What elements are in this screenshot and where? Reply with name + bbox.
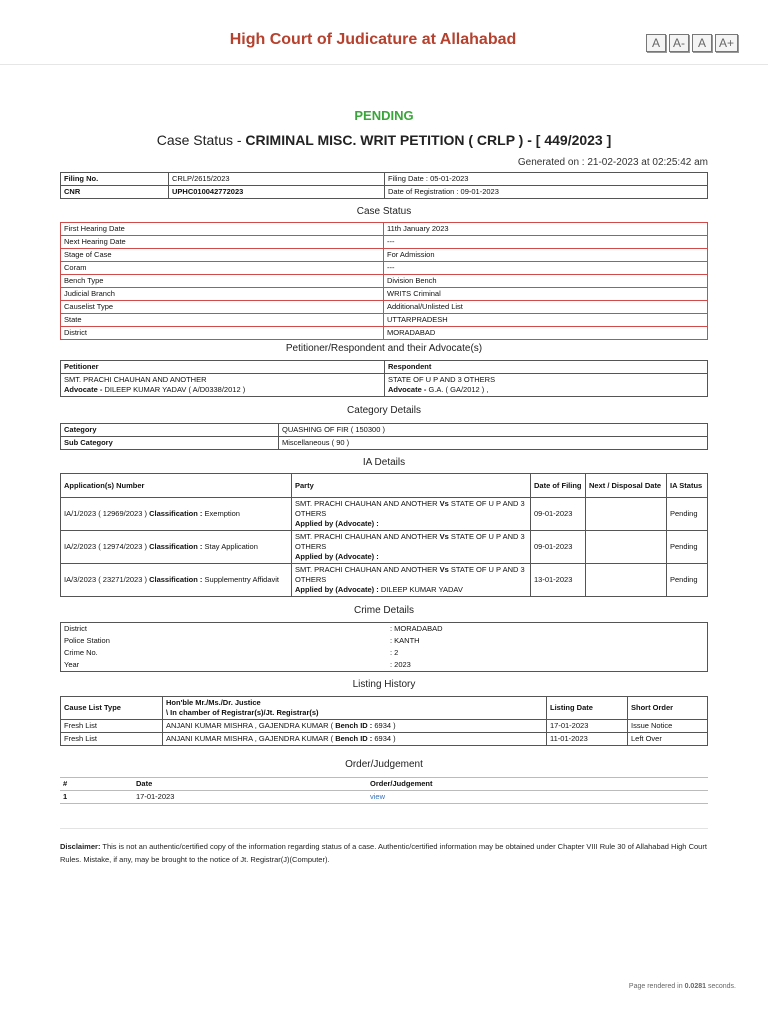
table-row — [61, 288, 708, 301]
orders-col-date: Date — [133, 778, 367, 791]
short-order: Left Over — [628, 733, 708, 746]
table-row — [61, 564, 708, 597]
ia-filing-date: 09-01-2023 — [531, 498, 586, 531]
font-size-controls — [646, 34, 738, 52]
table-row — [61, 424, 708, 437]
table-row — [61, 262, 708, 275]
case-status-label: Bench Type — [61, 275, 384, 288]
ia-next-date — [586, 564, 667, 597]
table-row — [61, 647, 708, 659]
filing-table — [60, 172, 708, 199]
ia-table — [60, 473, 708, 597]
ia-status: Pending — [667, 564, 708, 597]
ia-col-next-date: Next / Disposal Date — [586, 474, 667, 498]
ia-number: IA/3/2023 ( 23271/2023 ) — [64, 575, 147, 584]
table-row — [60, 791, 708, 804]
listing-judges-cell: ANJANI KUMAR MISHRA , GAJENDRA KUMAR ( Bench ID : 6934 ) — [163, 733, 547, 746]
case-status-value: WRITS Criminal — [384, 288, 708, 301]
ia-parties — [295, 565, 527, 585]
ia-classification: Stay Application — [204, 542, 258, 551]
table-row — [61, 623, 708, 636]
ia-classification: Exemption — [204, 509, 240, 518]
order-date: 17-01-2023 — [133, 791, 367, 804]
case-status-label: Stage of Case — [61, 249, 384, 262]
view-order-link[interactable]: view — [370, 792, 386, 801]
category-value: QUASHING OF FIR ( 150300 ) — [279, 424, 708, 437]
filing-date: Filing Date : 05-01-2023 — [385, 173, 708, 186]
case-title-main: CRIMINAL MISC. WRIT PETITION ( CRLP ) - [ 449/2023 ] — [245, 132, 612, 148]
listing-col-judges-line2: \ In chamber of Registrar(s)/Jt. Registrar(s) — [166, 708, 319, 717]
short-order: Issue Notice — [628, 720, 708, 733]
table-row — [61, 720, 708, 733]
ia-number-cell — [61, 564, 292, 597]
table-row — [61, 249, 708, 262]
case-status-value: --- — [384, 262, 708, 275]
ia-respondent: STATE OF U P AND 3 OTHERS — [295, 565, 525, 584]
ia-col-status: IA Status — [667, 474, 708, 498]
ia-petitioner: SMT. PRACHI CHAUHAN AND ANOTHER — [295, 499, 438, 508]
table-row — [61, 733, 708, 746]
crime-table — [60, 622, 708, 672]
ia-advocate: DILEEP KUMAR YADAV — [380, 585, 463, 594]
table-header-row — [61, 697, 708, 720]
table-row — [61, 236, 708, 249]
table-row — [61, 301, 708, 314]
render-time-value: 0.0281 — [684, 983, 707, 990]
filing-no-value: CRLP/2615/2023 — [169, 173, 385, 186]
advocate-label: Advocate - — [388, 385, 427, 394]
ia-heading: IA Details — [362, 457, 406, 468]
listing-col-type: Cause List Type — [61, 697, 163, 720]
case-status-value: UTTARPRADESH — [384, 314, 708, 327]
applied-by-label: Applied by (Advocate) : — [295, 552, 379, 561]
ia-status: Pending — [667, 531, 708, 564]
case-status-label: District — [61, 327, 384, 340]
ia-applied-by — [295, 585, 527, 595]
case-status-heading: Case Status — [356, 206, 412, 217]
ia-applied-by — [295, 552, 527, 562]
crime-value: : KANTH — [387, 635, 708, 647]
ia-classification: Supplementry Affidavit — [204, 575, 280, 584]
ia-col-number: Application(s) Number — [61, 474, 292, 498]
applied-by-label: Applied by (Advocate) : — [295, 519, 379, 528]
petitioner-cell — [61, 374, 385, 397]
orders-table — [60, 777, 708, 804]
table-row — [61, 361, 708, 374]
crime-label: District — [61, 623, 388, 636]
table-row — [61, 374, 708, 397]
ia-next-date — [586, 531, 667, 564]
ia-respondent: STATE OF U P AND 3 OTHERS — [295, 532, 525, 551]
order-link-cell — [367, 791, 708, 804]
filing-no-label: Filing No. — [61, 173, 169, 186]
case-status-value: Additional/Unlisted List — [384, 301, 708, 314]
ia-next-date — [586, 498, 667, 531]
classification-label: Classification : — [149, 542, 203, 551]
orders-col-num: # — [60, 778, 133, 791]
listing-col-order: Short Order — [628, 697, 708, 720]
case-title-prefix: Case Status - — [156, 132, 246, 148]
category-table — [60, 423, 708, 450]
ia-col-party: Party — [292, 474, 531, 498]
respondent-advocate-name: G.A. ( GA/2012 ) , — [428, 385, 489, 394]
court-title: High Court of Judicature at Allahabad — [229, 31, 517, 48]
case-status-value: For Admission — [384, 249, 708, 262]
table-header-row — [60, 778, 708, 791]
table-header-row — [61, 474, 708, 498]
classification-label: Classification : — [149, 509, 203, 518]
page-header — [0, 0, 768, 65]
listing-type: Fresh List — [61, 733, 163, 746]
table-row — [61, 498, 708, 531]
ia-filing-date: 09-01-2023 — [531, 531, 586, 564]
ia-number-cell — [61, 531, 292, 564]
ia-respondent: STATE OF U P AND 3 OTHERS — [295, 499, 525, 518]
ia-party-cell — [292, 498, 531, 531]
category-heading: Category Details — [347, 405, 421, 416]
case-status-label: Next Hearing Date — [61, 236, 384, 249]
case-status-badge: PENDING — [354, 108, 414, 123]
table-row — [61, 186, 708, 199]
orders-col-order: Order/Judgement — [367, 778, 708, 791]
case-status-value: MORADABAD — [384, 327, 708, 340]
petitioner-advocate — [64, 385, 381, 395]
listing-judges: ANJANI KUMAR MISHRA , GAJENDRA KUMAR — [166, 721, 329, 730]
disclaimer-text: This is not an authentic/certified copy of the information regarding status of a case. Authentic/certified information may be obtained under Chapter VIII Rule 30 of Allahabad High Court Rules. Mistake, if any, may be brought to the notice of Jt. Registrar(J)(Computer). — [60, 842, 707, 864]
ia-number-cell — [61, 498, 292, 531]
listing-type: Fresh List — [61, 720, 163, 733]
advocate-label: Advocate - — [64, 385, 103, 394]
crime-heading: Crime Details — [353, 605, 414, 616]
ia-parties — [295, 532, 527, 552]
cnr-label: CNR — [61, 186, 169, 199]
crime-label: Crime No. — [61, 647, 388, 659]
vs-label: Vs — [439, 565, 449, 574]
ia-status: Pending — [667, 498, 708, 531]
parties-heading: Petitioner/Respondent and their Advocate(s) — [285, 343, 483, 354]
order-number: 1 — [60, 791, 133, 804]
table-row — [61, 223, 708, 236]
listing-judges-cell: ANJANI KUMAR MISHRA , GAJENDRA KUMAR ( Bench ID : 6934 ) — [163, 720, 547, 733]
ia-parties — [295, 499, 527, 519]
table-row — [61, 173, 708, 186]
ia-party-cell — [292, 564, 531, 597]
sub-category-label: Sub Category — [61, 437, 279, 450]
petitioner-name: SMT. PRACHI CHAUHAN AND ANOTHER — [64, 375, 207, 384]
font-normal-button[interactable]: A — [692, 34, 712, 52]
listing-heading: Listing History — [352, 679, 416, 690]
crime-label: Year — [61, 659, 388, 672]
listing-date: 17-01-2023 — [547, 720, 628, 733]
sub-category-value: Miscellaneous ( 90 ) — [279, 437, 708, 450]
orders-heading: Order/Judgement — [345, 759, 423, 770]
ia-petitioner: SMT. PRACHI CHAUHAN AND ANOTHER — [295, 532, 438, 541]
ia-number: IA/1/2023 ( 12969/2023 ) — [64, 509, 147, 518]
ia-filing-date: 13-01-2023 — [531, 564, 586, 597]
listing-date: 11-01-2023 — [547, 733, 628, 746]
respondent-label: Respondent — [385, 361, 708, 374]
table-row — [61, 659, 708, 672]
listing-col-judges-line1: Hon'ble Mr./Ms./Dr. Justice — [166, 698, 261, 707]
case-title — [0, 132, 768, 148]
crime-value: : MORADABAD — [387, 623, 708, 636]
case-status-value: --- — [384, 236, 708, 249]
listing-col-date: Listing Date — [547, 697, 628, 720]
bench-id: 6934 — [374, 734, 392, 743]
crime-value: : 2023 — [387, 659, 708, 672]
divider — [60, 828, 708, 829]
case-status-label: Causelist Type — [61, 301, 384, 314]
case-status-label: State — [61, 314, 384, 327]
table-row — [61, 635, 708, 647]
respondent-advocate — [388, 385, 704, 395]
petitioner-advocate-name: DILEEP KUMAR YADAV ( A/D0338/2012 ) — [104, 385, 246, 394]
listing-table — [60, 696, 708, 746]
case-status-value: 11th January 2023 — [384, 223, 708, 236]
font-reset-button[interactable]: A — [646, 34, 666, 52]
disclaimer-label: Disclaimer: — [60, 842, 101, 851]
ia-petitioner: SMT. PRACHI CHAUHAN AND ANOTHER — [295, 565, 438, 574]
ia-applied-by — [295, 519, 527, 529]
ia-party-cell — [292, 531, 531, 564]
font-increase-button[interactable]: A+ — [715, 34, 738, 52]
generated-timestamp: Generated on : 21-02-2023 at 02:25:42 am — [517, 157, 708, 168]
disclaimer — [60, 840, 708, 866]
table-row — [61, 531, 708, 564]
petitioner-label: Petitioner — [61, 361, 385, 374]
vs-label: Vs — [439, 532, 449, 541]
vs-label: Vs — [439, 499, 449, 508]
render-suffix: seconds. — [707, 983, 736, 990]
case-status-table — [60, 222, 708, 340]
render-prefix: Page rendered in — [628, 983, 683, 990]
crime-value: : 2 — [387, 647, 708, 659]
render-time — [629, 983, 736, 990]
bench-id-label: Bench ID : — [335, 721, 373, 730]
table-row — [61, 327, 708, 340]
parties-table — [60, 360, 708, 397]
ia-number: IA/2/2023 ( 12974/2023 ) — [64, 542, 147, 551]
bench-id-label: Bench ID : — [335, 734, 373, 743]
crime-label: Police Station — [61, 635, 388, 647]
listing-judges: ANJANI KUMAR MISHRA , GAJENDRA KUMAR — [166, 734, 329, 743]
cnr-value: UPHC010042772023 — [169, 186, 385, 199]
category-label: Category — [61, 424, 279, 437]
registration-date: Date of Registration : 09-01-2023 — [385, 186, 708, 199]
ia-col-filing-date: Date of Filing — [531, 474, 586, 498]
case-status-label: Judicial Branch — [61, 288, 384, 301]
case-status-label: First Hearing Date — [61, 223, 384, 236]
respondent-cell — [385, 374, 708, 397]
table-row — [61, 275, 708, 288]
respondent-name: STATE OF U P AND 3 OTHERS — [388, 375, 496, 384]
classification-label: Classification : — [149, 575, 203, 584]
table-row — [61, 314, 708, 327]
listing-col-judges — [163, 697, 547, 720]
table-row — [61, 437, 708, 450]
case-status-value: Division Bench — [384, 275, 708, 288]
applied-by-label: Applied by (Advocate) : — [295, 585, 379, 594]
font-decrease-button[interactable]: A- — [669, 34, 689, 52]
case-status-label: Coram — [61, 262, 384, 275]
bench-id: 6934 — [374, 721, 392, 730]
